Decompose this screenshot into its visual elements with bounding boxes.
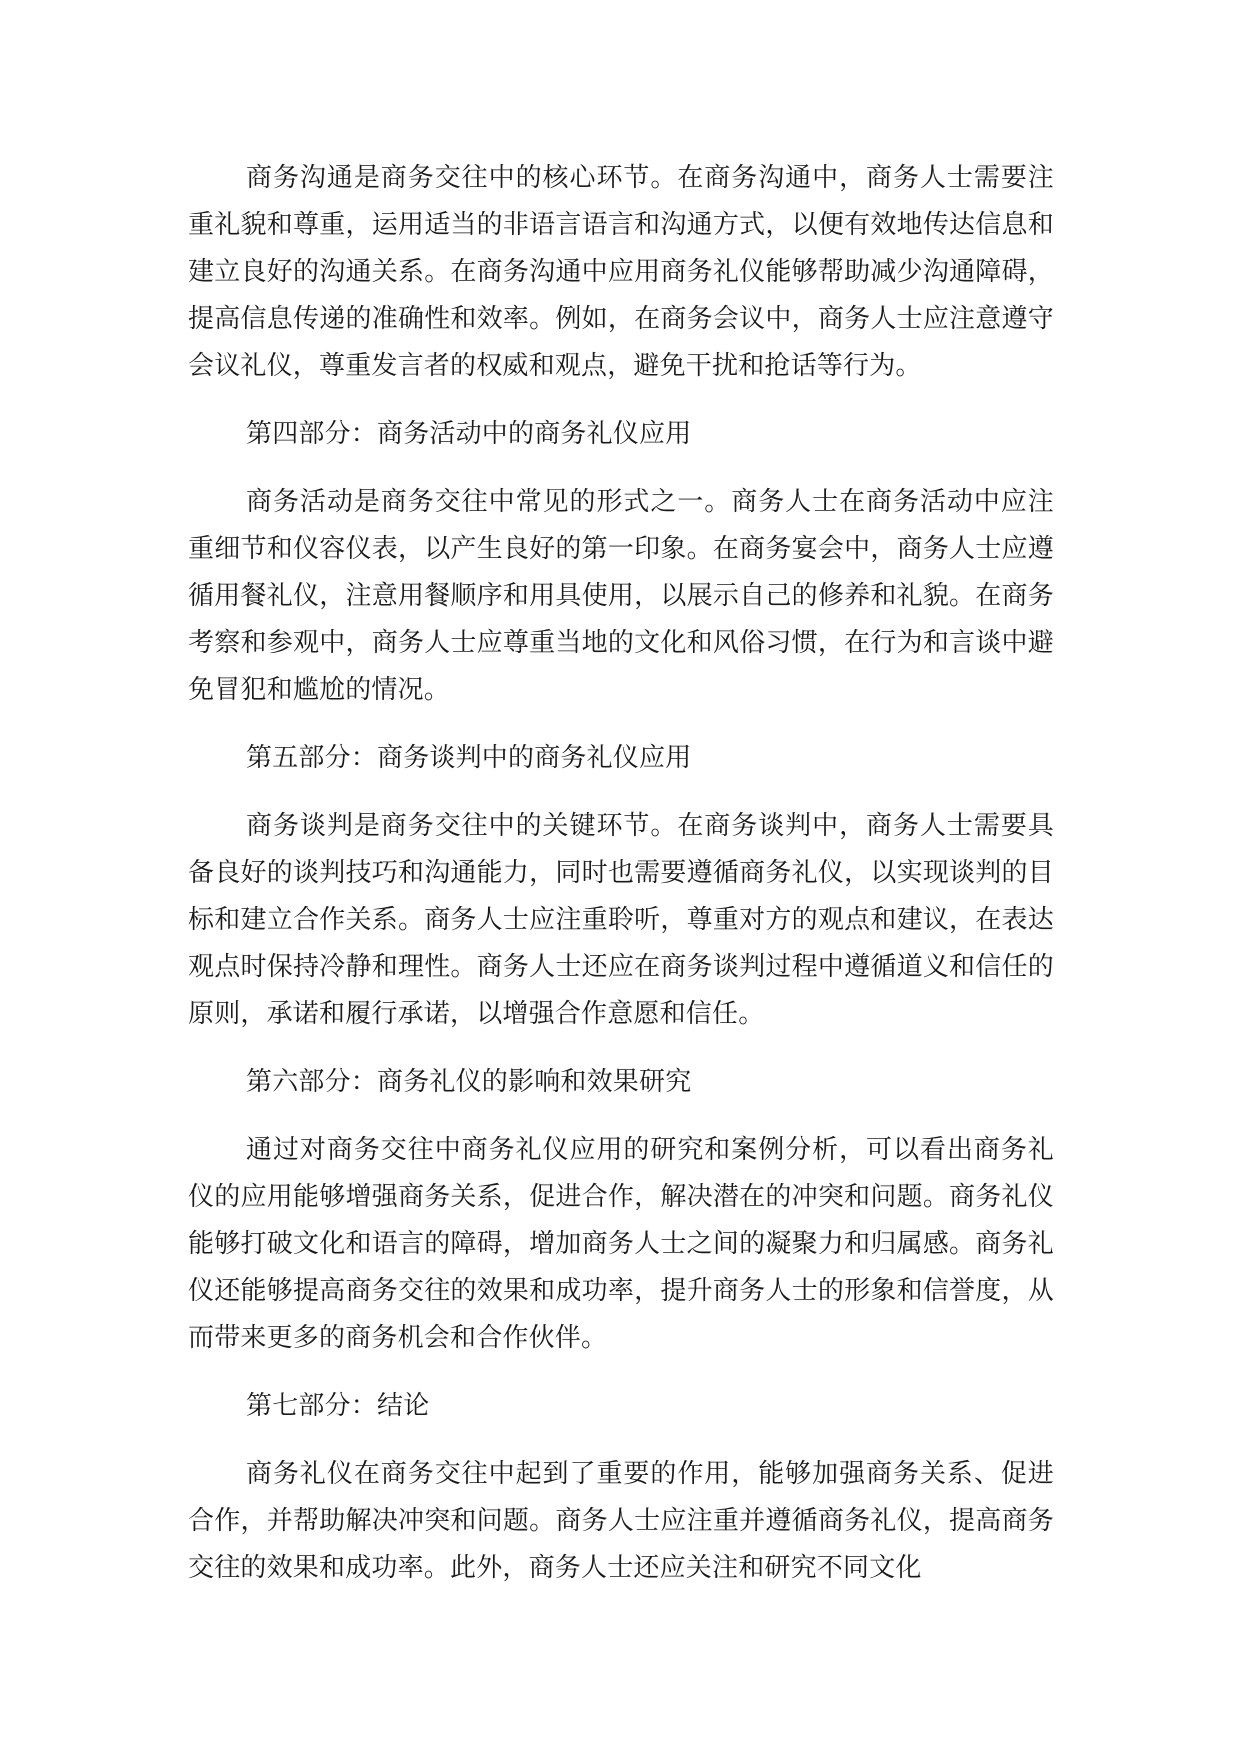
- paragraph-business-negotiation: 商务谈判是商务交往中的关键环节。在商务谈判中，商务人士需要具备良好的谈判技巧和沟通能力，同时也需要遵循商务礼仪，以实现谈判的目标和建立合作关系。商务人士应注重聆听，尊重对方的观点和建议，在表达观点时保持冷静和理性。商务人士还应在商务谈判过程中遵循道义和信任的原则，承诺和履行承诺，以增强合作意愿和信任。: [188, 811, 1054, 1029]
- paragraph-conclusion: 商务礼仪在商务交往中起到了重要的作用，能够加强商务关系、促进合作，并帮助解决冲突和问题。商务人士应注重并遵循商务礼仪，提高商务交往的效果和成功率。此外，商务人士还应关注和研究不同文化: [188, 1459, 1054, 1583]
- paragraph-etiquette-effects: 通过对商务交往中商务礼仪应用的研究和案例分析，可以看出商务礼仪的应用能够增强商务关系，促进合作，解决潜在的冲突和问题。商务礼仪能够打破文化和语言的障碍，增加商务人士之间的凝聚力和归属感。商务礼仪还能够提高商务交往的效果和成功率，提升商务人士的形象和信誉度，从而带来更多的商务机会和合作伙伴。: [188, 1135, 1054, 1353]
- paragraph-business-communication: 商务沟通是商务交往中的核心环节。在商务沟通中，商务人士需要注重礼貌和尊重，运用适当的非语言语言和沟通方式，以便有效地传达信息和建立良好的沟通关系。在商务沟通中应用商务礼仪能够帮助减少沟通障碍，提高信息传递的准确性和效率。例如，在商务会议中，商务人士应注意遵守会议礼仪，尊重发言者的权威和观点，避免干扰和抢话等行为。: [188, 163, 1054, 381]
- section-heading-part-6: 第六部分：商务礼仪的影响和效果研究: [246, 1067, 692, 1097]
- section-heading-part-4: 第四部分：商务活动中的商务礼仪应用: [246, 419, 692, 449]
- section-heading-part-5: 第五部分：商务谈判中的商务礼仪应用: [246, 743, 692, 773]
- document-page: [188, 155, 1054, 1613]
- paragraph-business-activities: 商务活动是商务交往中常见的形式之一。商务人士在商务活动中应注重细节和仪容仪表，以产生良好的第一印象。在商务宴会中，商务人士应遵循用餐礼仪，注意用餐顺序和用具使用，以展示自己的修养和礼貌。在商务考察和参观中，商务人士应尊重当地的文化和风俗习惯，在行为和言谈中避免冒犯和尴尬的情况。: [188, 487, 1054, 705]
- section-heading-part-7: 第七部分：结论: [246, 1391, 430, 1421]
